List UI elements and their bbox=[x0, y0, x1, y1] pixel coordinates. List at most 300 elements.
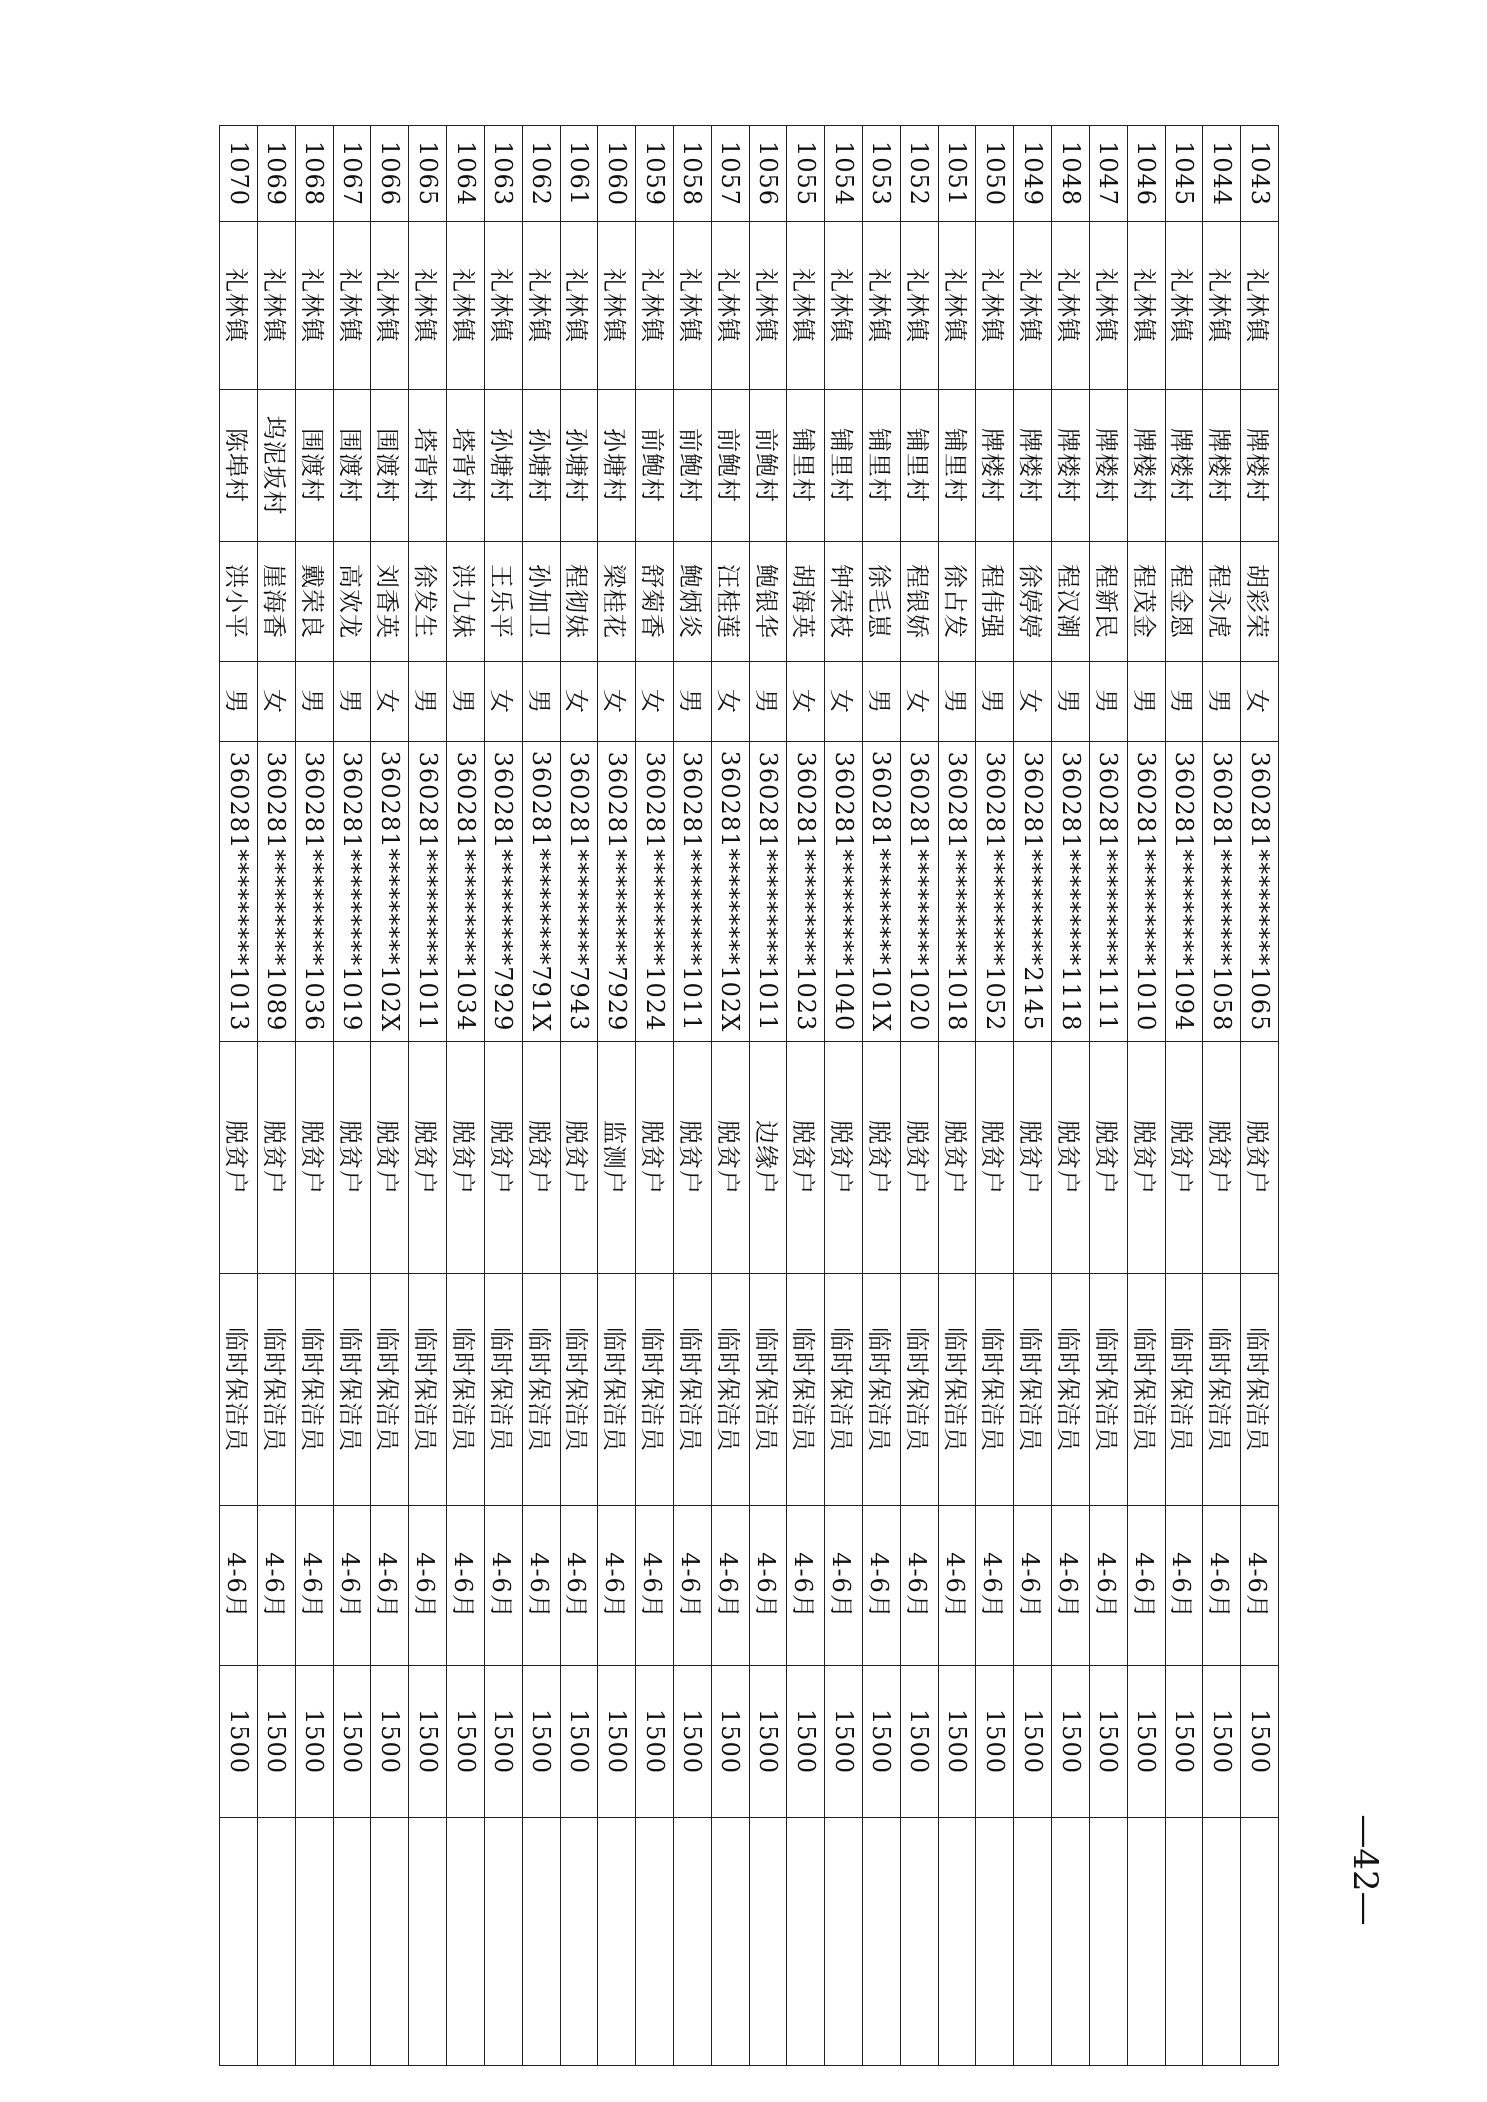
name-cell: 洪小平 bbox=[220, 542, 258, 662]
name-cell: 程永虎 bbox=[1203, 542, 1241, 662]
amount-cell: 1500 bbox=[258, 1666, 296, 1818]
village-cell: 牌楼村 bbox=[976, 390, 1014, 542]
period-cell: 4-6月 bbox=[1241, 1506, 1279, 1666]
village-cell: 牌楼村 bbox=[1241, 390, 1279, 542]
remark-cell bbox=[560, 1818, 598, 2066]
row-number-cell: 1069 bbox=[258, 126, 296, 222]
amount-cell: 1500 bbox=[522, 1666, 560, 1818]
amount-cell: 1500 bbox=[938, 1666, 976, 1818]
id-number-cell: 360281*********1036 bbox=[295, 742, 333, 1042]
village-cell: 前鲍村 bbox=[749, 390, 787, 542]
remark-cell bbox=[484, 1818, 522, 2066]
table-row bbox=[295, 126, 333, 2066]
amount-cell: 1500 bbox=[749, 1666, 787, 1818]
table-row bbox=[938, 126, 976, 2066]
name-cell: 程彻妹 bbox=[560, 542, 598, 662]
village-cell: 陈埠村 bbox=[220, 390, 258, 542]
period-cell: 4-6月 bbox=[1089, 1506, 1127, 1666]
household-type-cell: 脱贫户 bbox=[1241, 1042, 1279, 1274]
row-number-cell: 1060 bbox=[598, 126, 636, 222]
town-cell: 礼林镇 bbox=[447, 222, 485, 390]
post-cell: 临时保洁员 bbox=[900, 1274, 938, 1506]
row-number-cell: 1053 bbox=[863, 126, 901, 222]
village-cell: 牌楼村 bbox=[1127, 390, 1165, 542]
row-number-cell: 1049 bbox=[1014, 126, 1052, 222]
sex-cell: 女 bbox=[1241, 662, 1279, 742]
period-cell: 4-6月 bbox=[447, 1506, 485, 1666]
village-cell: 牌楼村 bbox=[1089, 390, 1127, 542]
town-cell: 礼林镇 bbox=[560, 222, 598, 390]
post-cell: 临时保洁员 bbox=[636, 1274, 674, 1506]
roster-table bbox=[219, 125, 1279, 2066]
amount-cell: 1500 bbox=[900, 1666, 938, 1818]
id-number-cell: 360281*********1010 bbox=[1127, 742, 1165, 1042]
period-cell: 4-6月 bbox=[1052, 1506, 1090, 1666]
period-cell: 4-6月 bbox=[1203, 1506, 1241, 1666]
village-cell: 围渡村 bbox=[333, 390, 371, 542]
sex-cell: 男 bbox=[1089, 662, 1127, 742]
id-number-cell: 360281*********1024 bbox=[636, 742, 674, 1042]
post-cell: 临时保洁员 bbox=[711, 1274, 749, 1506]
town-cell: 礼林镇 bbox=[371, 222, 409, 390]
id-number-cell: 360281*********7929 bbox=[598, 742, 636, 1042]
row-number-cell: 1045 bbox=[1165, 126, 1203, 222]
name-cell: 高欢龙 bbox=[333, 542, 371, 662]
amount-cell: 1500 bbox=[598, 1666, 636, 1818]
remark-cell bbox=[749, 1818, 787, 2066]
remark-cell bbox=[900, 1818, 938, 2066]
row-number-cell: 1047 bbox=[1089, 126, 1127, 222]
name-cell: 程银娇 bbox=[900, 542, 938, 662]
household-type-cell: 脱贫户 bbox=[258, 1042, 296, 1274]
post-cell: 临时保洁员 bbox=[674, 1274, 712, 1506]
household-type-cell: 脱贫户 bbox=[484, 1042, 522, 1274]
id-number-cell: 360281*********1094 bbox=[1165, 742, 1203, 1042]
table-row bbox=[787, 126, 825, 2066]
sex-cell: 男 bbox=[447, 662, 485, 742]
post-cell: 临时保洁员 bbox=[1127, 1274, 1165, 1506]
table-row bbox=[636, 126, 674, 2066]
remark-cell bbox=[220, 1818, 258, 2066]
town-cell: 礼林镇 bbox=[522, 222, 560, 390]
post-cell: 临时保洁员 bbox=[560, 1274, 598, 1506]
town-cell: 礼林镇 bbox=[1203, 222, 1241, 390]
table-row bbox=[1241, 126, 1279, 2066]
post-cell: 临时保洁员 bbox=[1203, 1274, 1241, 1506]
remark-cell bbox=[863, 1818, 901, 2066]
amount-cell: 1500 bbox=[1165, 1666, 1203, 1818]
table-row bbox=[1203, 126, 1241, 2066]
amount-cell: 1500 bbox=[1203, 1666, 1241, 1818]
row-number-cell: 1068 bbox=[295, 126, 333, 222]
sex-cell: 女 bbox=[900, 662, 938, 742]
amount-cell: 1500 bbox=[333, 1666, 371, 1818]
id-number-cell: 360281*********1011 bbox=[749, 742, 787, 1042]
row-number-cell: 1056 bbox=[749, 126, 787, 222]
village-cell: 前鲍村 bbox=[711, 390, 749, 542]
page-number: —42— bbox=[1345, 1814, 1385, 1926]
post-cell: 临时保洁员 bbox=[371, 1274, 409, 1506]
amount-cell: 1500 bbox=[787, 1666, 825, 1818]
row-number-cell: 1048 bbox=[1052, 126, 1090, 222]
town-cell: 礼林镇 bbox=[258, 222, 296, 390]
sex-cell: 女 bbox=[636, 662, 674, 742]
remark-cell bbox=[522, 1818, 560, 2066]
amount-cell: 1500 bbox=[371, 1666, 409, 1818]
village-cell: 孙塘村 bbox=[522, 390, 560, 542]
amount-cell: 1500 bbox=[1014, 1666, 1052, 1818]
name-cell: 程汉潮 bbox=[1052, 542, 1090, 662]
remark-cell bbox=[636, 1818, 674, 2066]
remark-cell bbox=[711, 1818, 749, 2066]
id-number-cell: 360281*********7943 bbox=[560, 742, 598, 1042]
amount-cell: 1500 bbox=[976, 1666, 1014, 1818]
row-number-cell: 1055 bbox=[787, 126, 825, 222]
table-row bbox=[447, 126, 485, 2066]
period-cell: 4-6月 bbox=[711, 1506, 749, 1666]
row-number-cell: 1044 bbox=[1203, 126, 1241, 222]
village-cell: 塔背村 bbox=[447, 390, 485, 542]
sex-cell: 男 bbox=[1203, 662, 1241, 742]
name-cell: 王乐平 bbox=[484, 542, 522, 662]
household-type-cell: 脱贫户 bbox=[938, 1042, 976, 1274]
period-cell: 4-6月 bbox=[674, 1506, 712, 1666]
amount-cell: 1500 bbox=[1241, 1666, 1279, 1818]
row-number-cell: 1064 bbox=[447, 126, 485, 222]
period-cell: 4-6月 bbox=[900, 1506, 938, 1666]
amount-cell: 1500 bbox=[1127, 1666, 1165, 1818]
id-number-cell: 360281*********1040 bbox=[825, 742, 863, 1042]
name-cell: 汪桂莲 bbox=[711, 542, 749, 662]
name-cell: 崖海香 bbox=[258, 542, 296, 662]
town-cell: 礼林镇 bbox=[333, 222, 371, 390]
id-number-cell: 360281*********1118 bbox=[1052, 742, 1090, 1042]
period-cell: 4-6月 bbox=[258, 1506, 296, 1666]
remark-cell bbox=[295, 1818, 333, 2066]
id-number-cell: 360281*********791X bbox=[522, 742, 560, 1042]
name-cell: 胡海英 bbox=[787, 542, 825, 662]
name-cell: 程金恩 bbox=[1165, 542, 1203, 662]
amount-cell: 1500 bbox=[409, 1666, 447, 1818]
remark-cell bbox=[409, 1818, 447, 2066]
village-cell: 牌楼村 bbox=[1203, 390, 1241, 542]
row-number-cell: 1046 bbox=[1127, 126, 1165, 222]
amount-cell: 1500 bbox=[447, 1666, 485, 1818]
post-cell: 临时保洁员 bbox=[333, 1274, 371, 1506]
name-cell: 徐发生 bbox=[409, 542, 447, 662]
period-cell: 4-6月 bbox=[409, 1506, 447, 1666]
table-row bbox=[1089, 126, 1127, 2066]
remark-cell bbox=[825, 1818, 863, 2066]
period-cell: 4-6月 bbox=[560, 1506, 598, 1666]
period-cell: 4-6月 bbox=[220, 1506, 258, 1666]
remark-cell bbox=[258, 1818, 296, 2066]
name-cell: 鲍炳炎 bbox=[674, 542, 712, 662]
table-row bbox=[749, 126, 787, 2066]
row-number-cell: 1065 bbox=[409, 126, 447, 222]
id-number-cell: 360281*********101X bbox=[863, 742, 901, 1042]
village-cell: 前鲍村 bbox=[674, 390, 712, 542]
household-type-cell: 脱贫户 bbox=[900, 1042, 938, 1274]
period-cell: 4-6月 bbox=[371, 1506, 409, 1666]
remark-cell bbox=[371, 1818, 409, 2066]
town-cell: 礼林镇 bbox=[409, 222, 447, 390]
id-number-cell: 360281*********1020 bbox=[900, 742, 938, 1042]
sex-cell: 女 bbox=[371, 662, 409, 742]
amount-cell: 1500 bbox=[560, 1666, 598, 1818]
row-number-cell: 1063 bbox=[484, 126, 522, 222]
post-cell: 临时保洁员 bbox=[787, 1274, 825, 1506]
id-number-cell: 360281*********102X bbox=[711, 742, 749, 1042]
post-cell: 临时保洁员 bbox=[295, 1274, 333, 1506]
remark-cell bbox=[1241, 1818, 1279, 2066]
roster-table-container bbox=[219, 125, 1279, 2065]
post-cell: 临时保洁员 bbox=[447, 1274, 485, 1506]
row-number-cell: 1070 bbox=[220, 126, 258, 222]
village-cell: 孙塘村 bbox=[598, 390, 636, 542]
town-cell: 礼林镇 bbox=[1089, 222, 1127, 390]
period-cell: 4-6月 bbox=[938, 1506, 976, 1666]
village-cell: 前鲍村 bbox=[636, 390, 674, 542]
post-cell: 临时保洁员 bbox=[1014, 1274, 1052, 1506]
household-type-cell: 脱贫户 bbox=[522, 1042, 560, 1274]
remark-cell bbox=[1165, 1818, 1203, 2066]
id-number-cell: 360281*********1034 bbox=[447, 742, 485, 1042]
household-type-cell: 边缘户 bbox=[749, 1042, 787, 1274]
village-cell: 铺里村 bbox=[787, 390, 825, 542]
id-number-cell: 360281*********1089 bbox=[258, 742, 296, 1042]
household-type-cell: 脱贫户 bbox=[333, 1042, 371, 1274]
town-cell: 礼林镇 bbox=[636, 222, 674, 390]
name-cell: 徐婷婷 bbox=[1014, 542, 1052, 662]
sex-cell: 男 bbox=[333, 662, 371, 742]
sex-cell: 女 bbox=[825, 662, 863, 742]
village-cell: 围渡村 bbox=[371, 390, 409, 542]
period-cell: 4-6月 bbox=[636, 1506, 674, 1666]
id-number-cell: 360281*********1065 bbox=[1241, 742, 1279, 1042]
sex-cell: 男 bbox=[976, 662, 1014, 742]
table-row bbox=[1127, 126, 1165, 2066]
period-cell: 4-6月 bbox=[1165, 1506, 1203, 1666]
household-type-cell: 脱贫户 bbox=[976, 1042, 1014, 1274]
village-cell: 牌楼村 bbox=[1165, 390, 1203, 542]
row-number-cell: 1059 bbox=[636, 126, 674, 222]
table-row bbox=[258, 126, 296, 2066]
period-cell: 4-6月 bbox=[522, 1506, 560, 1666]
town-cell: 礼林镇 bbox=[749, 222, 787, 390]
id-number-cell: 360281*********1013 bbox=[220, 742, 258, 1042]
name-cell: 戴荣良 bbox=[295, 542, 333, 662]
table-row bbox=[711, 126, 749, 2066]
remark-cell bbox=[1014, 1818, 1052, 2066]
sex-cell: 男 bbox=[220, 662, 258, 742]
roster-table-body bbox=[220, 126, 1279, 2066]
post-cell: 临时保洁员 bbox=[220, 1274, 258, 1506]
id-number-cell: 360281*********1058 bbox=[1203, 742, 1241, 1042]
household-type-cell: 脱贫户 bbox=[863, 1042, 901, 1274]
amount-cell: 1500 bbox=[711, 1666, 749, 1818]
post-cell: 临时保洁员 bbox=[484, 1274, 522, 1506]
town-cell: 礼林镇 bbox=[1127, 222, 1165, 390]
household-type-cell: 脱贫户 bbox=[787, 1042, 825, 1274]
table-row bbox=[976, 126, 1014, 2066]
household-type-cell: 脱贫户 bbox=[371, 1042, 409, 1274]
table-row bbox=[674, 126, 712, 2066]
town-cell: 礼林镇 bbox=[976, 222, 1014, 390]
remark-cell bbox=[1203, 1818, 1241, 2066]
id-number-cell: 360281*********1018 bbox=[938, 742, 976, 1042]
amount-cell: 1500 bbox=[1052, 1666, 1090, 1818]
period-cell: 4-6月 bbox=[333, 1506, 371, 1666]
post-cell: 临时保洁员 bbox=[1089, 1274, 1127, 1506]
remark-cell bbox=[787, 1818, 825, 2066]
id-number-cell: 360281*********1011 bbox=[674, 742, 712, 1042]
row-number-cell: 1057 bbox=[711, 126, 749, 222]
name-cell: 鲍银华 bbox=[749, 542, 787, 662]
household-type-cell: 脱贫户 bbox=[1127, 1042, 1165, 1274]
table-row bbox=[484, 126, 522, 2066]
household-type-cell: 脱贫户 bbox=[409, 1042, 447, 1274]
town-cell: 礼林镇 bbox=[220, 222, 258, 390]
village-cell: 铺里村 bbox=[938, 390, 976, 542]
row-number-cell: 1052 bbox=[900, 126, 938, 222]
post-cell: 临时保洁员 bbox=[522, 1274, 560, 1506]
name-cell: 孙加卫 bbox=[522, 542, 560, 662]
remark-cell bbox=[1127, 1818, 1165, 2066]
id-number-cell: 360281*********1011 bbox=[409, 742, 447, 1042]
sex-cell: 男 bbox=[1127, 662, 1165, 742]
table-row bbox=[333, 126, 371, 2066]
period-cell: 4-6月 bbox=[787, 1506, 825, 1666]
table-row bbox=[1052, 126, 1090, 2066]
post-cell: 临时保洁员 bbox=[258, 1274, 296, 1506]
table-row bbox=[900, 126, 938, 2066]
remark-cell bbox=[674, 1818, 712, 2066]
row-number-cell: 1054 bbox=[825, 126, 863, 222]
name-cell: 洪九妹 bbox=[447, 542, 485, 662]
name-cell: 程新民 bbox=[1089, 542, 1127, 662]
sex-cell: 女 bbox=[598, 662, 636, 742]
post-cell: 临时保洁员 bbox=[749, 1274, 787, 1506]
row-number-cell: 1058 bbox=[674, 126, 712, 222]
town-cell: 礼林镇 bbox=[1165, 222, 1203, 390]
household-type-cell: 脱贫户 bbox=[1089, 1042, 1127, 1274]
row-number-cell: 1051 bbox=[938, 126, 976, 222]
sex-cell: 女 bbox=[484, 662, 522, 742]
row-number-cell: 1050 bbox=[976, 126, 1014, 222]
table-row bbox=[598, 126, 636, 2066]
table-row bbox=[825, 126, 863, 2066]
remark-cell bbox=[598, 1818, 636, 2066]
name-cell: 徐占发 bbox=[938, 542, 976, 662]
table-row bbox=[560, 126, 598, 2066]
village-cell: 塔背村 bbox=[409, 390, 447, 542]
table-row bbox=[863, 126, 901, 2066]
amount-cell: 1500 bbox=[825, 1666, 863, 1818]
id-number-cell: 360281*********1111 bbox=[1089, 742, 1127, 1042]
id-number-cell: 360281*********7929 bbox=[484, 742, 522, 1042]
household-type-cell: 监测户 bbox=[598, 1042, 636, 1274]
remark-cell bbox=[1089, 1818, 1127, 2066]
post-cell: 临时保洁员 bbox=[409, 1274, 447, 1506]
id-number-cell: 360281*********102X bbox=[371, 742, 409, 1042]
row-number-cell: 1043 bbox=[1241, 126, 1279, 222]
town-cell: 礼林镇 bbox=[484, 222, 522, 390]
sex-cell: 男 bbox=[674, 662, 712, 742]
sex-cell: 男 bbox=[1052, 662, 1090, 742]
household-type-cell: 脱贫户 bbox=[220, 1042, 258, 1274]
household-type-cell: 脱贫户 bbox=[825, 1042, 863, 1274]
town-cell: 礼林镇 bbox=[1014, 222, 1052, 390]
id-number-cell: 360281*********2145 bbox=[1014, 742, 1052, 1042]
period-cell: 4-6月 bbox=[749, 1506, 787, 1666]
id-number-cell: 360281*********1019 bbox=[333, 742, 371, 1042]
amount-cell: 1500 bbox=[636, 1666, 674, 1818]
post-cell: 临时保洁员 bbox=[1241, 1274, 1279, 1506]
town-cell: 礼林镇 bbox=[674, 222, 712, 390]
name-cell: 舒菊香 bbox=[636, 542, 674, 662]
household-type-cell: 脱贫户 bbox=[1203, 1042, 1241, 1274]
name-cell: 程伟强 bbox=[976, 542, 1014, 662]
town-cell: 礼林镇 bbox=[295, 222, 333, 390]
town-cell: 礼林镇 bbox=[1241, 222, 1279, 390]
household-type-cell: 脱贫户 bbox=[1014, 1042, 1052, 1274]
table-row bbox=[522, 126, 560, 2066]
post-cell: 临时保洁员 bbox=[863, 1274, 901, 1506]
amount-cell: 1500 bbox=[220, 1666, 258, 1818]
town-cell: 礼林镇 bbox=[1052, 222, 1090, 390]
town-cell: 礼林镇 bbox=[787, 222, 825, 390]
household-type-cell: 脱贫户 bbox=[711, 1042, 749, 1274]
village-cell: 铺里村 bbox=[825, 390, 863, 542]
village-cell: 铺里村 bbox=[863, 390, 901, 542]
town-cell: 礼林镇 bbox=[825, 222, 863, 390]
period-cell: 4-6月 bbox=[598, 1506, 636, 1666]
remark-cell bbox=[1052, 1818, 1090, 2066]
town-cell: 礼林镇 bbox=[863, 222, 901, 390]
amount-cell: 1500 bbox=[1089, 1666, 1127, 1818]
remark-cell bbox=[976, 1818, 1014, 2066]
table-row bbox=[220, 126, 258, 2066]
remark-cell bbox=[333, 1818, 371, 2066]
sex-cell: 女 bbox=[711, 662, 749, 742]
table-row bbox=[371, 126, 409, 2066]
village-cell: 铺里村 bbox=[900, 390, 938, 542]
sex-cell: 女 bbox=[560, 662, 598, 742]
period-cell: 4-6月 bbox=[295, 1506, 333, 1666]
post-cell: 临时保洁员 bbox=[1052, 1274, 1090, 1506]
period-cell: 4-6月 bbox=[976, 1506, 1014, 1666]
village-cell: 牌楼村 bbox=[1052, 390, 1090, 542]
village-cell: 孙塘村 bbox=[484, 390, 522, 542]
row-number-cell: 1067 bbox=[333, 126, 371, 222]
name-cell: 程茂金 bbox=[1127, 542, 1165, 662]
post-cell: 临时保洁员 bbox=[598, 1274, 636, 1506]
post-cell: 临时保洁员 bbox=[1165, 1274, 1203, 1506]
household-type-cell: 脱贫户 bbox=[1165, 1042, 1203, 1274]
sex-cell: 女 bbox=[1014, 662, 1052, 742]
village-cell: 坞泥坂村 bbox=[258, 390, 296, 542]
sex-cell: 女 bbox=[787, 662, 825, 742]
name-cell: 钟荣枝 bbox=[825, 542, 863, 662]
sex-cell: 女 bbox=[258, 662, 296, 742]
sex-cell: 男 bbox=[863, 662, 901, 742]
period-cell: 4-6月 bbox=[1014, 1506, 1052, 1666]
remark-cell bbox=[447, 1818, 485, 2066]
period-cell: 4-6月 bbox=[1127, 1506, 1165, 1666]
town-cell: 礼林镇 bbox=[711, 222, 749, 390]
table-row bbox=[409, 126, 447, 2066]
